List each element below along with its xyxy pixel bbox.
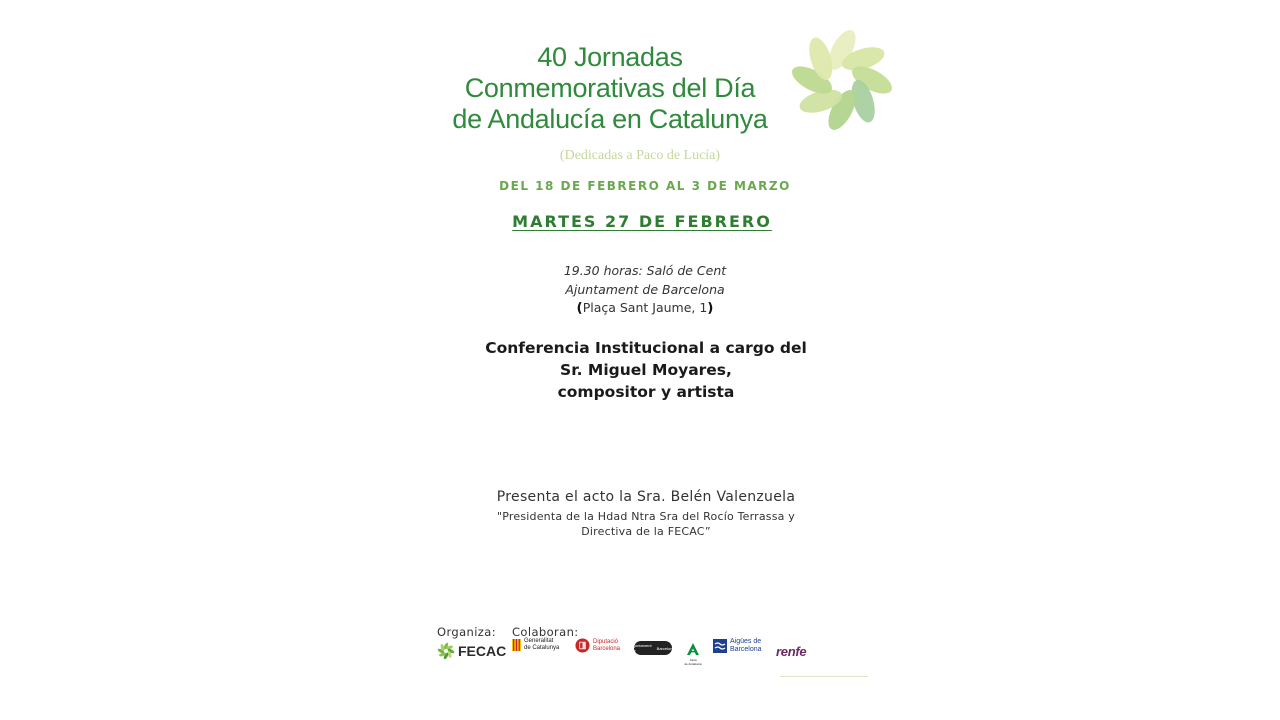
title-line-1: 40 Jornadas xyxy=(537,42,683,72)
generalitat-line-2: de Catalunya xyxy=(524,644,560,651)
generalitat-stripes-icon xyxy=(512,639,521,651)
conference-line-3: compositor y artista xyxy=(557,383,735,401)
presenter-role-line-2: Directiva de la FECAC” xyxy=(581,525,711,538)
date-range: DEL 18 DE FEBRERO AL 3 DE MARZO xyxy=(499,179,791,193)
venue-address xyxy=(440,299,850,318)
dedication-text: (Dedicadas a Paco de Lucía) xyxy=(559,148,721,163)
generalitat-text xyxy=(524,638,559,651)
venue-block xyxy=(440,262,850,318)
presenter-role-line-1: "Presidenta de la Hdad Ntra Sra del Rocío Terrassa y xyxy=(497,510,795,523)
diputacio-line-1: Diputació xyxy=(593,639,619,645)
colaboran-label: Colaboran: xyxy=(512,625,579,639)
sponsor-junta xyxy=(684,640,702,666)
renfe-wordmark-icon: renfe xyxy=(776,644,807,659)
ajuntament-pill-icon xyxy=(631,641,675,655)
aigues-square-icon xyxy=(713,639,727,653)
paren-close: ) xyxy=(707,300,714,316)
diputacio-seal-icon xyxy=(575,638,590,653)
fecac-name: FECAC xyxy=(458,643,507,659)
title-line-3: de Andalucía en Catalunya xyxy=(452,104,768,134)
ajuntament-line-1: Ajuntament de xyxy=(631,643,652,653)
aigues-text xyxy=(730,638,762,653)
flower-logo-icon xyxy=(786,24,898,136)
organiza-label: Organiza: xyxy=(437,625,496,639)
junta-line-2: de Andalucía xyxy=(684,661,702,666)
sponsor-ajuntament xyxy=(631,641,675,655)
conference-line-1: Conferencia Institucional a cargo del xyxy=(485,339,807,357)
ajuntament-line-2: Barcelona xyxy=(656,645,675,651)
junta-andalucia-icon xyxy=(687,643,699,655)
footer-divider xyxy=(780,676,868,677)
venue-institution: Ajuntament de Barcelona xyxy=(565,281,725,297)
sponsor-diputacio xyxy=(575,638,620,653)
sponsor-renfe xyxy=(776,641,806,660)
event-title xyxy=(420,42,800,135)
aigues-line-1: Aigües de xyxy=(730,638,762,645)
junta-text xyxy=(684,659,702,666)
fecac-flower-icon xyxy=(437,642,455,660)
title-line-2: Conmemorativas del Día xyxy=(464,73,756,103)
sponsor-aigues xyxy=(713,638,762,653)
event-day-label: MARTES 27 DE FEBRERO xyxy=(512,212,772,231)
generalitat-line-1: Generalitat xyxy=(524,638,554,644)
sponsor-generalitat xyxy=(512,638,559,651)
conference-line-2: Sr. Miguel Moyares, xyxy=(560,361,732,379)
event-day xyxy=(440,212,844,231)
paren-open: ( xyxy=(576,300,583,316)
aigues-line-2: Barcelona xyxy=(730,645,762,653)
venue-time: 19.30 horas: Saló de Cent xyxy=(563,263,727,278)
conference-block xyxy=(440,337,852,403)
address-text: Plaça Sant Jaume, 1 xyxy=(582,300,708,315)
fecac-logo xyxy=(437,641,506,661)
diputacio-line-2: Barcelona xyxy=(593,645,621,652)
presenter-text: Presenta el acto la Sra. Belén Valenzuela xyxy=(496,489,796,505)
junta-line-1: Junta xyxy=(689,658,697,662)
presenter-role xyxy=(440,509,852,539)
diputacio-text xyxy=(593,639,620,652)
